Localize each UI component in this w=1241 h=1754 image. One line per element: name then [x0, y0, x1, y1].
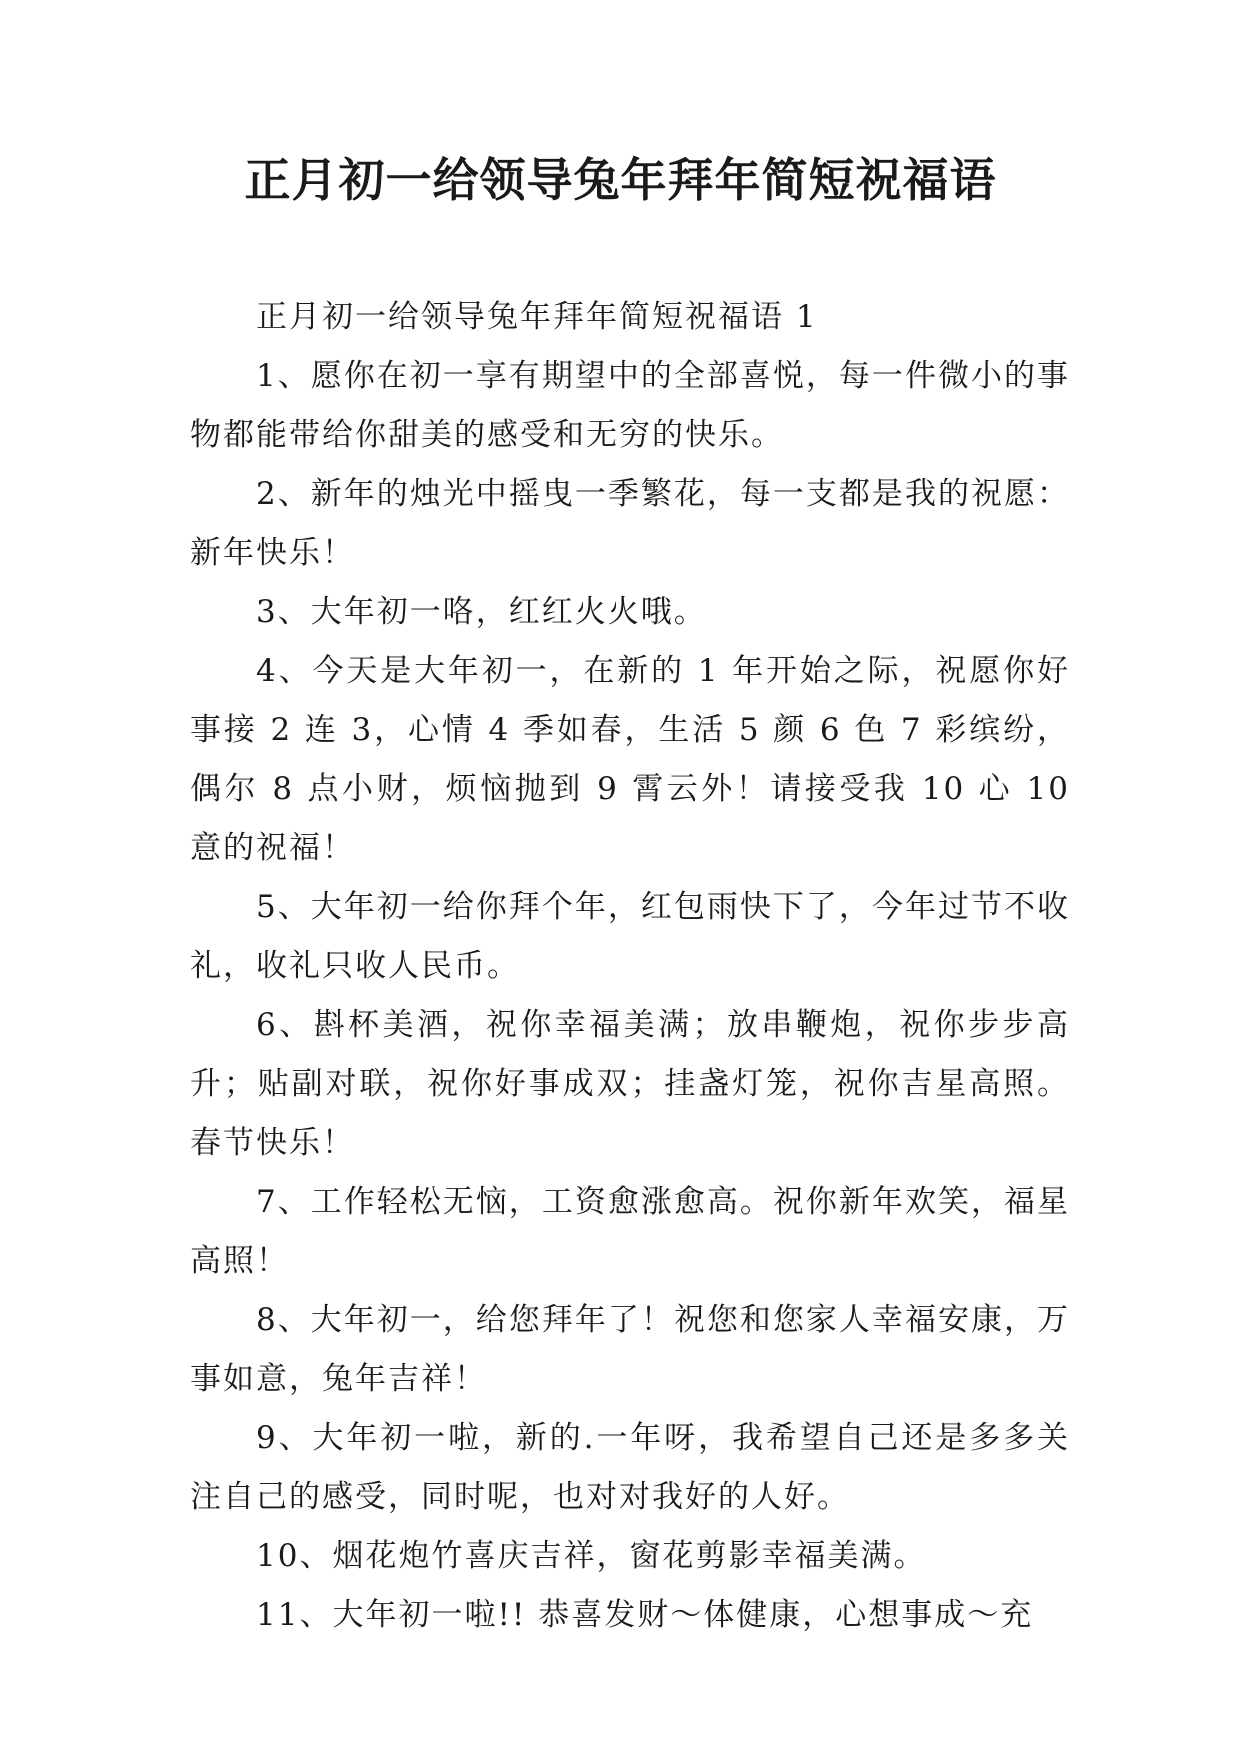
- paragraph-item-5: 5、大年初一给你拜个年，红包雨快下了，今年过节不收礼，收礼只收人民币。: [190, 889, 1070, 984]
- document-title: 正月初一给领导兔年拜年简短祝福语: [244, 153, 997, 207]
- paragraph-item-11: 11、大年初一啦!! 恭喜发财～体健康，心想事成～充: [256, 1597, 1034, 1633]
- paragraph-item-4: 4、今天是大年初一，在新的 1 年开始之际，祝愿你好事接 2 连 3，心情 4 季如春，生活 5 颜 6 色 7 彩缤纷，偶尔 8 点小财，烦恼抛到 9 霄云外！请接受我 10 心 10 意的祝福！: [190, 653, 1070, 866]
- paragraph-item-1: 1、愿你在初一享有期望中的全部喜悦，每一件微小的事物都能带给你甜美的感受和无穷的快乐。: [190, 358, 1070, 453]
- paragraph-item-7: 7、工作轻松无恼，工资愈涨愈高。祝你新年欢笑，福星高照！: [190, 1184, 1070, 1279]
- paragraph-item-2: 2、新年的烛光中摇曳一季繁花，每一支都是我的祝愿：新年快乐！: [190, 476, 1070, 571]
- paragraph-item-3: 3、大年初一咯，红红火火哦。: [256, 594, 707, 630]
- document-body: [190, 288, 1070, 1645]
- paragraph-subtitle: 正月初一给领导兔年拜年简短祝福语 1: [256, 299, 818, 335]
- paragraph-item-9: 9、大年初一啦，新的.一年呀，我希望自己还是多多关注自己的感受，同时呢，也对对我好的人好。: [190, 1420, 1070, 1515]
- paragraph-item-6: 6、斟杯美酒，祝你幸福美满；放串鞭炮，祝你步步高升；贴副对联，祝你好事成双；挂盏灯笼，祝你吉星高照。春节快乐！: [190, 1007, 1070, 1161]
- paragraph-item-8: 8、大年初一，给您拜年了！祝您和您家人幸福安康，万事如意，兔年吉祥！: [190, 1302, 1070, 1397]
- paragraph-item-10: 10、烟花炮竹喜庆吉祥，窗花剪影幸福美满。: [256, 1538, 927, 1574]
